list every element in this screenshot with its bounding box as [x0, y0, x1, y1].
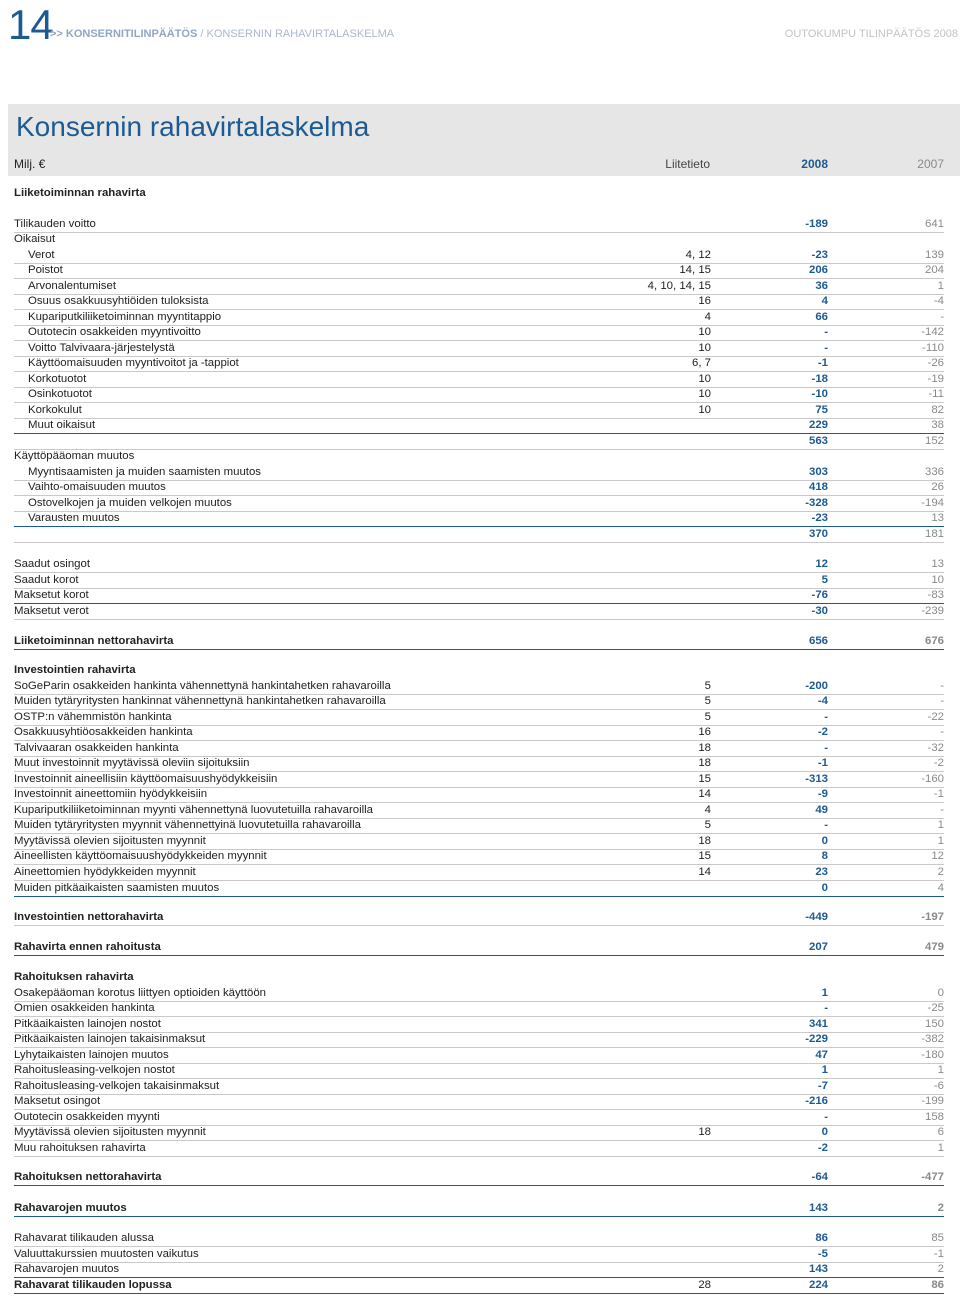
- table-row: [14, 263, 944, 279]
- row-label: Pitkäaikaisten lainojen takaisinmaksut: [14, 1033, 206, 1045]
- row-value-2008: -313: [805, 773, 828, 785]
- row-label: Verot: [28, 249, 55, 261]
- row-value-2007: -6: [933, 1080, 944, 1092]
- table-row: [14, 465, 944, 481]
- row-label: Maksetut verot: [14, 605, 89, 617]
- row-label: Rahavarat tilikauden alussa: [14, 1232, 154, 1244]
- row-label: SoGeParin osakkeiden hankinta vähennettynä hankintahetken rahavaroilla: [14, 680, 391, 692]
- row-value-2008: 418: [808, 481, 828, 493]
- row-value-2007: -25: [927, 1002, 944, 1014]
- row-note: 5: [704, 711, 711, 723]
- row-value-2007: -11: [928, 388, 944, 400]
- row-value-2008: -10: [811, 388, 828, 400]
- row-note: 4: [704, 311, 711, 323]
- table-row: [14, 480, 944, 496]
- table-row: [14, 434, 944, 450]
- row-value-2008: 207: [808, 941, 828, 953]
- row-label: Arvonalentumiset: [28, 280, 117, 292]
- row-value-2007: -: [940, 680, 944, 692]
- row-value-2008: -216: [805, 1095, 828, 1107]
- row-value-2007: -477: [921, 1171, 944, 1183]
- row-value-2007: 152: [924, 435, 944, 447]
- row-label: Investointien nettorahavirta: [14, 911, 164, 923]
- row-value-2008: -23: [811, 249, 828, 261]
- table-row: [14, 1231, 944, 1247]
- row-note: 4, 12: [685, 249, 711, 261]
- row-label: Osinkotuotot: [28, 388, 92, 400]
- row-value-2007: 13: [931, 512, 944, 524]
- column-header-note: Liitetieto: [665, 157, 710, 171]
- row-value-2008: 143: [808, 1202, 828, 1214]
- table-row: [14, 1063, 944, 1079]
- row-value-2008: 1: [821, 1064, 828, 1076]
- row-label: Poistot: [28, 264, 63, 276]
- row-note: 5: [704, 680, 711, 692]
- breadcrumb-section: KONSERNITILINPÄÄTÖS: [65, 28, 198, 40]
- table-row: [14, 527, 944, 543]
- row-note: 14, 15: [679, 264, 711, 276]
- row-value-2007: 6: [937, 1126, 944, 1138]
- table-row: [14, 573, 944, 589]
- row-value-2007: 12: [931, 850, 944, 862]
- row-label: Outotecin osakkeiden myynti: [14, 1111, 160, 1123]
- row-value-2007: 479: [924, 941, 944, 953]
- row-label: Rahoituksen rahavirta: [14, 971, 134, 983]
- table-row: [14, 418, 944, 434]
- row-value-2008: -229: [805, 1033, 828, 1045]
- row-value-2007: 1: [937, 819, 944, 831]
- row-value-2007: 38: [931, 419, 944, 431]
- table-row: [14, 1032, 944, 1048]
- row-value-2007: -22: [927, 711, 944, 723]
- row-value-2007: 150: [924, 1018, 944, 1030]
- row-label: Korkotuotot: [28, 373, 87, 385]
- row-label: Saadut osingot: [14, 558, 90, 570]
- row-note: 15: [698, 850, 711, 862]
- row-note: 10: [698, 404, 711, 416]
- page-title: Konsernin rahavirtalaskelma: [16, 111, 370, 142]
- row-label: Korkokulut: [28, 404, 82, 416]
- row-value-2008: -30: [811, 605, 828, 617]
- row-value-2008: -7: [817, 1080, 828, 1092]
- row-value-2007: 158: [924, 1111, 944, 1123]
- row-value-2007: -: [940, 311, 944, 323]
- table-row: [14, 834, 944, 850]
- row-value-2007: -239: [921, 605, 944, 617]
- table-row: [14, 557, 944, 573]
- column-header-2008: 2008: [801, 157, 828, 171]
- page-number: 14: [8, 1, 53, 48]
- table-row: [14, 217, 944, 233]
- row-note: 18: [698, 835, 711, 847]
- report-name: OUTOKUMPU TILINPÄÄTÖS 2008: [784, 28, 958, 40]
- row-value-2008: -1: [817, 357, 828, 369]
- row-value-2008: 86: [815, 1232, 828, 1244]
- row-value-2008: 229: [808, 419, 828, 431]
- row-value-2007: -1: [933, 1248, 944, 1260]
- table-row: [14, 1247, 944, 1263]
- row-label: Saadut korot: [14, 574, 79, 586]
- row-value-2007: -: [940, 695, 944, 707]
- row-note: 10: [698, 342, 711, 354]
- row-value-2007: 82: [931, 404, 944, 416]
- row-label: Omien osakkeiden hankinta: [14, 1002, 155, 1014]
- row-value-2007: -2: [933, 757, 944, 769]
- row-value-2007: -: [940, 726, 944, 738]
- row-note: 6, 7: [692, 357, 711, 369]
- table-row: [14, 772, 944, 788]
- table-row: [14, 694, 944, 710]
- row-value-2008: -5: [817, 1248, 828, 1260]
- row-label: Muu rahoituksen rahavirta: [14, 1142, 146, 1154]
- row-value-2008: 143: [808, 1263, 828, 1275]
- row-label: Kupariputkiliiketoiminnan myyntitappio: [28, 311, 222, 323]
- table-row: [14, 1141, 944, 1157]
- row-value-2008: 656: [808, 635, 828, 647]
- row-value-2007: 336: [924, 466, 944, 478]
- row-value-2007: 139: [924, 249, 944, 261]
- row-label: Varausten muutos: [28, 512, 120, 524]
- row-value-2008: -: [824, 1111, 828, 1123]
- row-label: Rahavarat tilikauden lopussa: [14, 1279, 172, 1291]
- row-label: Vaihto-omaisuuden muutos: [28, 481, 166, 493]
- row-value-2007: -110: [922, 342, 944, 354]
- row-value-2007: 641: [924, 218, 944, 230]
- row-value-2008: 8: [821, 850, 828, 862]
- row-note: 4, 10, 14, 15: [647, 280, 711, 292]
- row-note: 10: [698, 388, 711, 400]
- row-value-2008: -64: [811, 1171, 828, 1183]
- table-row: [14, 186, 944, 201]
- row-note: 15: [698, 773, 711, 785]
- row-label: Muiden tytäryritysten hankinnat vähennettynä hankintahetken rahavaroilla: [14, 695, 386, 707]
- row-value-2007: 1: [937, 1142, 944, 1154]
- table-row: [14, 248, 944, 264]
- row-value-2007: 1: [937, 835, 944, 847]
- row-note: 18: [698, 757, 711, 769]
- table-row: [14, 279, 944, 295]
- row-label: Pitkäaikaisten lainojen nostot: [14, 1018, 161, 1030]
- row-value-2008: 303: [808, 466, 828, 478]
- row-value-2008: 4: [821, 295, 828, 307]
- row-value-2008: -1: [817, 757, 828, 769]
- row-label: Ostovelkojen ja muiden velkojen muutos: [28, 497, 232, 509]
- row-value-2007: -32: [927, 742, 944, 754]
- row-value-2007: 2: [937, 866, 944, 878]
- row-label: Käyttöomaisuuden myyntivoitot ja -tappiot: [28, 357, 239, 369]
- row-label: Myytävissä olevien sijoitusten myynnit: [14, 835, 206, 847]
- row-value-2008: 341: [808, 1018, 828, 1030]
- table-row: [14, 588, 944, 604]
- row-label: OSTP:n vähemmistön hankinta: [14, 711, 172, 723]
- row-value-2007: 2: [937, 1263, 944, 1275]
- table-row: [14, 1110, 944, 1126]
- row-note: 18: [698, 742, 711, 754]
- row-value-2008: 47: [815, 1049, 828, 1061]
- row-label: Myytävissä olevien sijoitusten myynnit: [14, 1126, 206, 1138]
- table-row: [14, 341, 944, 357]
- row-note: 14: [698, 788, 711, 800]
- row-label: Investoinnit aineettomiin hyödykkeisiin: [14, 788, 208, 800]
- table-row: [14, 970, 944, 985]
- row-value-2008: -2: [817, 726, 828, 738]
- table-row: [14, 403, 944, 419]
- table-row: [14, 310, 944, 326]
- table-row: [14, 496, 944, 512]
- row-label: Muiden tytäryritysten myynnit vähennettyinä luovutetuilla rahavaroilla: [14, 819, 361, 831]
- row-value-2008: -: [824, 342, 828, 354]
- table-row: [14, 604, 944, 620]
- row-label: Maksetut osingot: [14, 1095, 101, 1107]
- row-value-2007: -197: [921, 911, 944, 923]
- table-row: [14, 1001, 944, 1017]
- table-row: [14, 232, 944, 247]
- table-row: [14, 1262, 944, 1278]
- row-value-2008: 49: [815, 804, 828, 816]
- row-label: Muut oikaisut: [28, 419, 96, 431]
- row-label: Käyttöpääoman muutos: [14, 450, 135, 462]
- row-value-2008: 370: [808, 528, 828, 540]
- row-value-2007: 1: [937, 1064, 944, 1076]
- row-value-2007: -199: [921, 1095, 944, 1107]
- row-note: 14: [698, 866, 711, 878]
- table-row: [14, 1125, 944, 1141]
- row-note: 5: [704, 695, 711, 707]
- row-value-2008: -189: [805, 218, 828, 230]
- row-label: Aineettomien hyödykkeiden myynnit: [14, 866, 196, 878]
- row-note: 16: [698, 295, 711, 307]
- table-row: [14, 356, 944, 372]
- row-label: Liiketoiminnan rahavirta: [14, 187, 146, 199]
- row-label: Muut investoinnit myytävissä oleviin sijoituksiin: [14, 757, 250, 769]
- table-row: [14, 710, 944, 726]
- row-value-2007: 1: [937, 280, 944, 292]
- column-header-2007: 2007: [917, 157, 944, 171]
- row-label: Valuuttakurssien muutosten vaikutus: [14, 1248, 199, 1260]
- row-value-2007: -160: [921, 773, 944, 785]
- row-value-2008: 12: [815, 558, 828, 570]
- row-value-2008: -9: [817, 788, 828, 800]
- row-note: 10: [698, 326, 711, 338]
- row-value-2008: -2: [817, 1142, 828, 1154]
- row-label: Investointien rahavirta: [14, 664, 136, 676]
- row-value-2008: 36: [815, 280, 828, 292]
- row-label: Osakepääoman korotus liittyen optioiden käyttöön: [14, 987, 267, 999]
- row-value-2008: 5: [821, 574, 828, 586]
- table-row: [14, 372, 944, 388]
- row-value-2008: -23: [811, 512, 828, 524]
- row-note: 16: [698, 726, 711, 738]
- row-label: Voitto Talvivaara-järjestelystä: [28, 342, 175, 354]
- row-label: Maksetut korot: [14, 589, 89, 601]
- row-label: Osuus osakkuusyhtiöiden tuloksista: [28, 295, 209, 307]
- table-row: [14, 881, 944, 897]
- table-row: [14, 1017, 944, 1033]
- row-label: Kupariputkiliiketoiminnan myynti vähennettynä luovutetuilla rahavaroilla: [14, 804, 374, 816]
- row-label: Rahavarojen muutos: [14, 1263, 120, 1275]
- row-value-2007: -1: [933, 788, 944, 800]
- row-value-2008: -449: [805, 911, 828, 923]
- table-row: [14, 849, 944, 865]
- row-label: Myyntisaamisten ja muiden saamisten muutos: [28, 466, 261, 478]
- row-label: Talvivaaran osakkeiden hankinta: [14, 742, 179, 754]
- row-note: 18: [698, 1126, 711, 1138]
- column-header-label: Milj. €: [14, 157, 46, 171]
- row-value-2008: -: [824, 819, 828, 831]
- row-value-2007: 181: [924, 528, 944, 540]
- row-value-2008: -: [824, 1002, 828, 1014]
- row-label: Rahavarojen muutos: [14, 1202, 127, 1214]
- table-row: [14, 1048, 944, 1064]
- table-row: [14, 387, 944, 403]
- table-row: [14, 818, 944, 834]
- row-value-2008: 0: [821, 1126, 828, 1138]
- table-row: [14, 1079, 944, 1095]
- row-label: Muiden pitkäaikaisten saamisten muutos: [14, 882, 220, 894]
- row-note: 10: [698, 373, 711, 385]
- row-label: Aineellisten käyttöomaisuushyödykkeiden myynnit: [14, 850, 267, 862]
- row-value-2008: -76: [811, 589, 828, 601]
- row-value-2008: -: [824, 711, 828, 723]
- table-row: [14, 803, 944, 819]
- row-value-2008: 23: [815, 866, 828, 878]
- table-row: [14, 663, 944, 678]
- table-row: [14, 756, 944, 772]
- table-row: [14, 449, 944, 464]
- row-note: 28: [698, 1279, 711, 1291]
- row-value-2008: -18: [811, 373, 828, 385]
- row-value-2007: -194: [921, 497, 944, 509]
- row-value-2007: 2: [937, 1202, 944, 1214]
- row-value-2008: 0: [821, 882, 828, 894]
- row-value-2008: 0: [821, 835, 828, 847]
- row-value-2007: -382: [921, 1033, 944, 1045]
- row-value-2007: 86: [931, 1279, 944, 1291]
- row-value-2007: -83: [927, 589, 944, 601]
- row-label: Liiketoiminnan nettorahavirta: [14, 635, 174, 647]
- row-value-2007: -19: [927, 373, 944, 385]
- row-value-2007: 10: [931, 574, 944, 586]
- row-note: 4: [704, 804, 711, 816]
- row-value-2007: -26: [927, 357, 944, 369]
- row-value-2007: -180: [921, 1049, 944, 1061]
- row-value-2007: 13: [931, 558, 944, 570]
- row-value-2007: 676: [924, 635, 944, 647]
- table-row: [14, 511, 944, 527]
- row-label: Oikaisut: [14, 233, 56, 245]
- breadcrumb-page: KONSERNIN RAHAVIRTALASKELMA: [206, 28, 395, 40]
- row-value-2007: 204: [924, 264, 944, 276]
- row-value-2007: 26: [931, 481, 944, 493]
- row-label: Outotecin osakkeiden myyntivoitto: [28, 326, 201, 338]
- row-label: Rahoitusleasing-velkojen nostot: [14, 1064, 175, 1076]
- table-row: [14, 910, 944, 926]
- row-value-2008: -4: [817, 695, 828, 707]
- table-row: [14, 679, 944, 695]
- breadcrumb-separator: /: [197, 28, 207, 40]
- row-value-2008: -: [824, 742, 828, 754]
- row-value-2007: 4: [937, 882, 944, 894]
- table-row: [14, 725, 944, 741]
- row-value-2008: -328: [805, 497, 828, 509]
- row-value-2007: 85: [931, 1232, 944, 1244]
- row-value-2008: -200: [805, 680, 828, 692]
- row-label: Investoinnit aineellisiin käyttöomaisuushyödykkeisiin: [14, 773, 278, 785]
- table-row: [14, 325, 944, 341]
- table-row: [14, 1278, 944, 1294]
- row-value-2007: -142: [921, 326, 944, 338]
- row-value-2007: 0: [937, 987, 944, 999]
- row-label: Lyhytaikaisten lainojen muutos: [14, 1049, 169, 1061]
- row-value-2008: 224: [808, 1279, 828, 1291]
- table-row: [14, 865, 944, 881]
- row-label: Rahoitusleasing-velkojen takaisinmaksut: [14, 1080, 220, 1092]
- row-label: Tilikauden voitto: [14, 218, 96, 230]
- table-row: [14, 741, 944, 757]
- row-value-2008: 66: [815, 311, 828, 323]
- row-note: 5: [704, 819, 711, 831]
- table-row: [14, 634, 944, 650]
- table-row: [14, 940, 944, 956]
- table-row: [14, 294, 944, 310]
- row-label: Osakkuusyhtiöosakkeiden hankinta: [14, 726, 193, 738]
- breadcrumb-prefix: >>: [50, 28, 66, 40]
- row-label: Rahoituksen nettorahavirta: [14, 1171, 162, 1183]
- table-row: [14, 986, 944, 1002]
- row-value-2007: -: [940, 804, 944, 816]
- row-value-2008: 563: [808, 435, 828, 447]
- table-row: [14, 1170, 944, 1186]
- row-value-2008: -: [824, 326, 828, 338]
- row-value-2008: 1: [821, 987, 828, 999]
- row-value-2007: -4: [933, 295, 944, 307]
- table-row: [14, 787, 944, 803]
- table-row: [14, 1094, 944, 1110]
- row-value-2008: 206: [808, 264, 828, 276]
- row-label: Rahavirta ennen rahoitusta: [14, 941, 161, 953]
- row-value-2008: 75: [815, 404, 828, 416]
- table-row: [14, 1201, 944, 1217]
